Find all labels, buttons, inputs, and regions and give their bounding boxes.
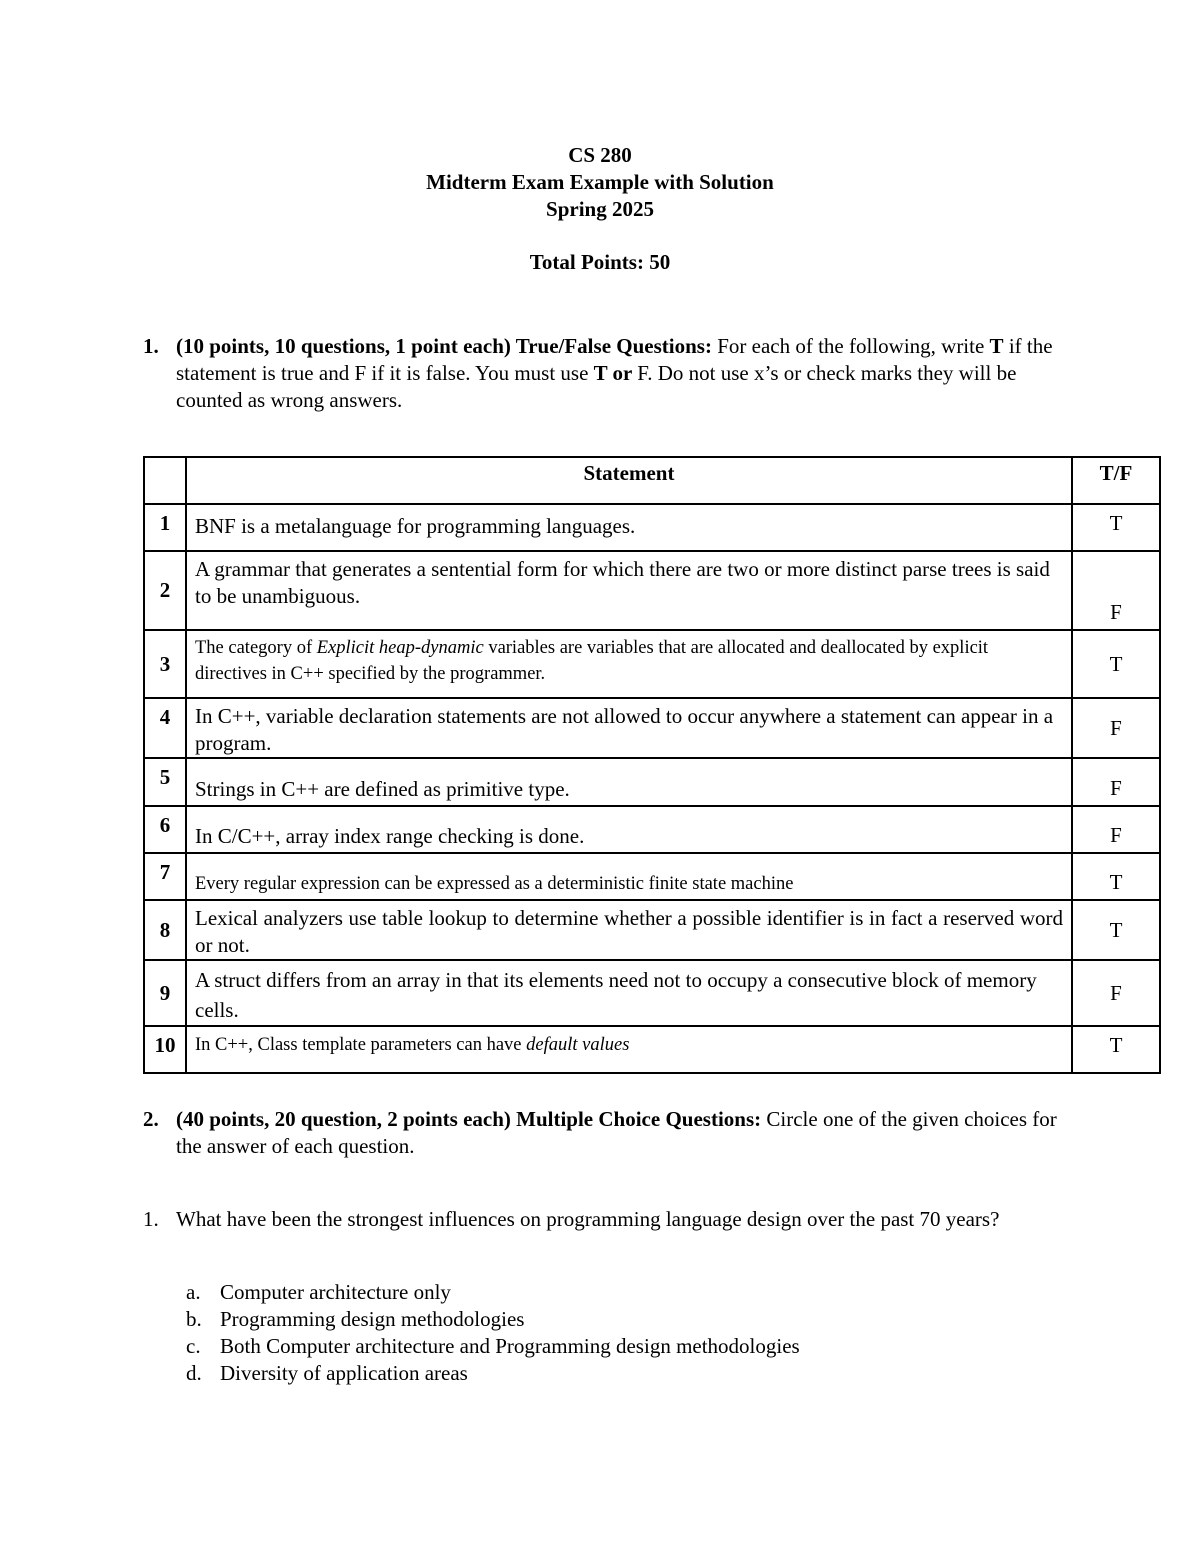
row-number: 9 [144, 960, 186, 1026]
exam-title: Midterm Exam Example with Solution [426, 170, 774, 194]
question-number: 1. [143, 1207, 159, 1231]
header-num-cell [144, 457, 186, 504]
part1-text: F [354, 361, 367, 385]
header-tf: T/F [1072, 457, 1160, 504]
table-row [144, 551, 1160, 630]
total-points: Total Points: 50 [529, 250, 671, 274]
row-answer: F [1072, 806, 1160, 853]
row-number: 7 [144, 853, 186, 900]
part2-instructions [143, 1106, 1063, 1160]
row-answer: F [1072, 551, 1160, 630]
question-1 [143, 1206, 1063, 1233]
choice-text: Programming design methodologies [220, 1307, 525, 1331]
table-row [144, 960, 1160, 1026]
part1-text: F [637, 361, 648, 385]
row-answer: T [1072, 1026, 1160, 1073]
choice-text: Diversity of application areas [220, 1361, 468, 1385]
row-statement: In C/C++, array index range checking is done. [186, 806, 1072, 853]
row-statement: BNF is a metalanguage for programming languages. [186, 504, 1072, 551]
statement-text: The category of [195, 638, 317, 658]
part1-text: or [607, 361, 638, 385]
row-statement: A struct differs from an array in that its elements need not to occupy a consecutive block of memory cells. [186, 960, 1072, 1026]
row-answer: F [1072, 758, 1160, 806]
table-row [144, 853, 1160, 900]
part1-instructions [143, 333, 1063, 414]
table-header-row [144, 457, 1160, 504]
table-row [144, 504, 1160, 551]
choice-letter: a. [186, 1280, 201, 1304]
row-statement: Every regular expression can be expressed as a deterministic finite state machine [186, 853, 1072, 900]
row-statement: Lexical analyzers use table lookup to determine whether a possible identifier is in fact a reserved word or not. [186, 900, 1072, 960]
part1-text: if it is false. You must use [366, 361, 594, 385]
table-row [144, 1026, 1160, 1073]
part1-text: T [593, 361, 608, 385]
statement-text: In C++, Class template parameters can have [195, 1035, 527, 1055]
row-statement: In C++, variable declaration statements are not allowed to occur anywhere a statement can appear in a program. [186, 698, 1072, 758]
statement-emphasis: Explicit heap-dynamic [316, 638, 484, 658]
row-number: 6 [144, 806, 186, 853]
choice-text: Computer architecture only [220, 1280, 451, 1304]
choice-a[interactable] [186, 1279, 800, 1306]
row-number: 2 [144, 551, 186, 630]
row-statement: Strings in C++ are defined as primitive type. [186, 758, 1072, 806]
table-row [144, 758, 1160, 806]
part1-heading: (10 points, 10 questions, 1 point each) True/False Questions: [176, 334, 712, 358]
part2-number: 2. [143, 1107, 159, 1131]
choice-d[interactable] [186, 1360, 800, 1387]
statement-emphasis: default values [526, 1035, 630, 1055]
part2-text: Circle one of the given choices for the answer of each question. [176, 1107, 1057, 1158]
part2-heading: (40 points, 20 question, 2 points each) Multiple Choice Questions: [176, 1107, 762, 1131]
statement-text: variables are variables that are allocated and deallocated by explicit directives in C++ specified by the programmer. [195, 638, 989, 684]
table-row [144, 630, 1160, 698]
row-statement [186, 1026, 1072, 1073]
course-title: CS 280 [568, 143, 632, 167]
row-statement [186, 630, 1072, 698]
part1-text: For each of the following, write [711, 334, 990, 358]
part1-text: T [989, 334, 1004, 358]
part1-text: . Do not use x’s or check marks they will be counted as wrong answers. [176, 361, 1017, 412]
exam-header [0, 142, 1200, 276]
choice-c[interactable] [186, 1333, 800, 1360]
choice-letter: b. [186, 1307, 202, 1331]
true-false-table [143, 456, 1161, 1074]
part1-number: 1. [143, 334, 159, 358]
row-number: 3 [144, 630, 186, 698]
row-answer: T [1072, 853, 1160, 900]
row-answer: F [1072, 960, 1160, 1026]
choice-letter: c. [186, 1334, 201, 1358]
part1-text: if the statement is true and [176, 334, 1053, 385]
row-number: 8 [144, 900, 186, 960]
question-1-choices [186, 1279, 800, 1387]
row-answer: T [1072, 900, 1160, 960]
choice-letter: d. [186, 1361, 202, 1385]
table-row [144, 900, 1160, 960]
row-answer: F [1072, 698, 1160, 758]
row-number: 10 [144, 1026, 186, 1073]
question-text: What have been the strongest influences on programming language design over the past 70 years? [176, 1207, 1000, 1231]
row-statement: A grammar that generates a sentential form for which there are two or more distinct parse trees is said to be unambiguous. [186, 551, 1072, 630]
choice-b[interactable] [186, 1306, 800, 1333]
row-number: 5 [144, 758, 186, 806]
table-row [144, 806, 1160, 853]
row-number: 4 [144, 698, 186, 758]
table-row [144, 698, 1160, 758]
header-statement: Statement [186, 457, 1072, 504]
exam-term: Spring 2025 [546, 197, 654, 221]
choice-text: Both Computer architecture and Programming design methodologies [220, 1334, 800, 1358]
row-answer: T [1072, 504, 1160, 551]
row-number: 1 [144, 504, 186, 551]
row-answer: T [1072, 630, 1160, 698]
